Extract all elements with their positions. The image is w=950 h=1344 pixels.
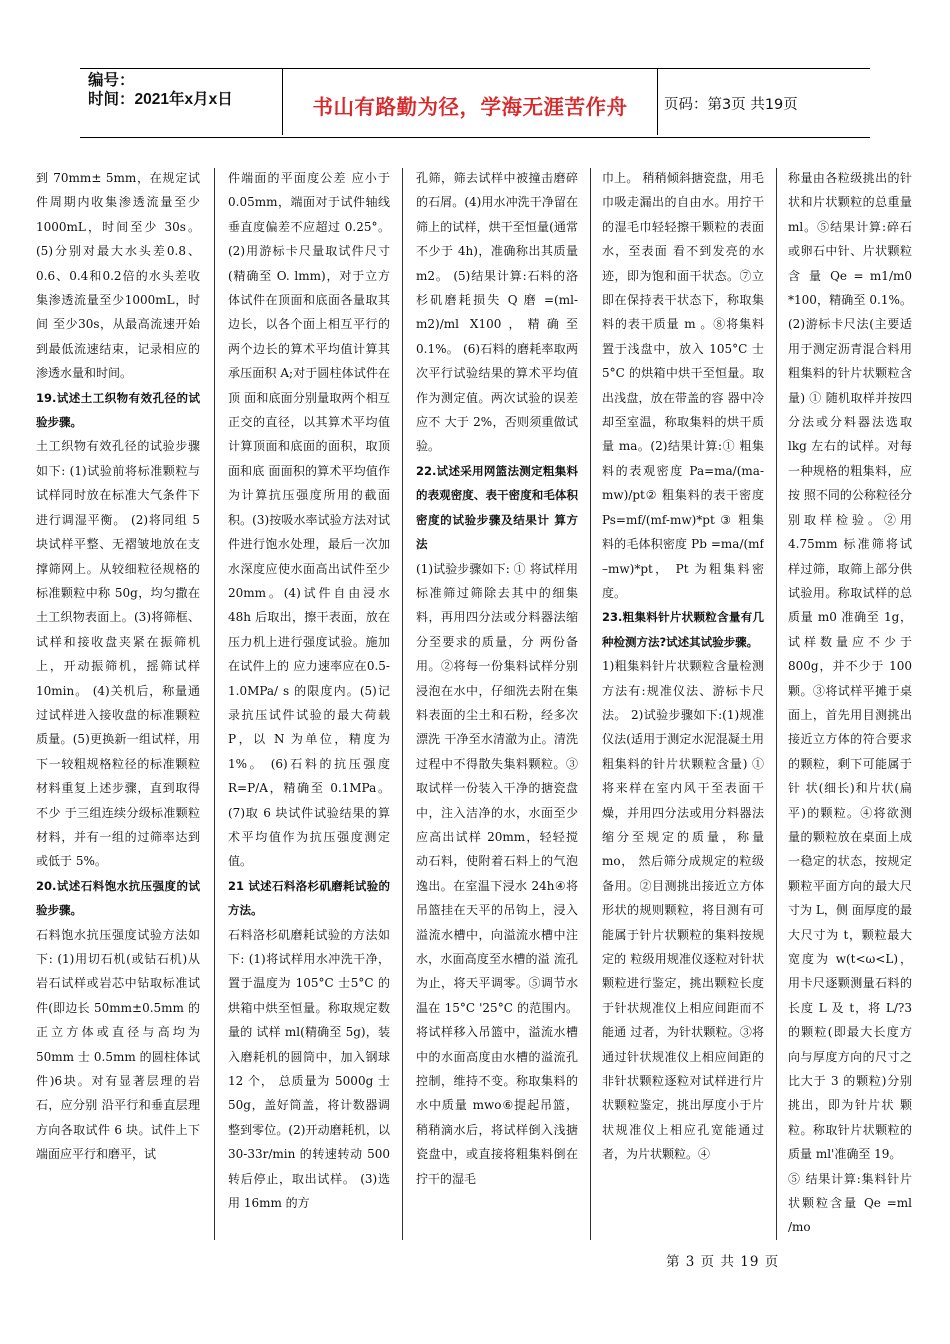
section-heading: 20.试述石料饱水抗压强度的试验步骤。 (36, 878, 200, 918)
time-label: 时间：2021年x月x日 (88, 91, 233, 108)
column-3 (416, 166, 578, 1242)
section-heading: 21 试述石料洛杉矶磨耗试验的方法。 (228, 878, 390, 918)
section-heading: 23.粗集料针片状颗粒含量有几种检测方法?试述其试验步骤。 (602, 610, 764, 649)
paragraph: 称量由各粒级挑出的针状和片状颗粒的总重量 ml。⑤结果计算:碎石或卵石中针、片状颗粒含 量 Qe = m1/m0 *100，精确至 0.1%。 (2)游标卡尺法(主要适用于测定沥青混合料用粗集料的针片状颗粒含量) ① 随机取样并按四分法或分料器法选取 lkg 左右的试样。对每一种规格的粗集料，应按 照不同的公称粒径分别取样检验。②用 4.75mm 标准筛将试样过筛，取筛上部分供试验用。称取试样的总质量 m0 准确至 1g，试样数量应不少于 800g，并不少于 100 颗。③将试样平摊于桌面上，首先用目测挑出接近立方体的符合要求的颗粒，剩下可能属于针 状(细长)和片状(扁平)的颗粒。④将欲测量的颗粒放在桌面上成一稳定的状态，按规定颗粒平面方向的最大尺寸为 L，侧 面厚度的最大尺寸为 t，颗粒最大宽度为 w(t<ω<L)，用卡尺逐颗测量石料的长度 L 及 t，将 L/?3 的颗粒(即最大长度方向与厚度方向的尺寸之比大于 3 的颗粒)分别挑出，即为针片状 颗粒。称取针片状颗粒的质量 ml'准确至 19。 (788, 171, 912, 1162)
column-2 (228, 166, 390, 1242)
paragraph: 到 70mm± 5mm，在规定试件周期内收集渗透流量至少1000mL，时间至少 30s。(5)分别对最大水头差0.8、0.6、0.4和0.2倍的水头差收集渗透流量至少1000mL，时间 至少30s，从最高流速开始到最低流速结束，记录相应的渗透水量和时间。 (36, 171, 200, 381)
motto-box (282, 69, 658, 135)
paragraph: 土工织物有效孔径的试验步骤如下: (1)试验前将标准颗粒与试样同时放在标准大气条件下进行调湿平衡。 (2)将同组 5 块试样平整、无褶皱地放在支撑筛网上。从较细粒径规格的标准颗粒中称 50g，均匀撒在土工织物表面上。(3)将筛框、试样和接收盘夹紧在振筛机上，开动振筛机，摇筛试样 10min。 (4)关机后，称量通过试样进入接收盘的标准颗粒质量。(5)更换新一组试样，用下一较粗规格粒径的标准颗粒材料重复上述步骤，直到取得不少 于三组连续分级标准颗粒材料，并有一组的过筛率达到或低于 5%。 (36, 439, 200, 869)
paragraph: ⑤ 结果计算:集料针片状颗粒含量 Qe =ml /mo (788, 1171, 912, 1235)
motto-text: 书山有路勤为径，学海无涯苦作舟 (312, 95, 628, 119)
column-divider (776, 168, 777, 1240)
section-heading: 22.试述采用网篮法测定粗集料的表观密度、表干密度和毛体积密度的试验步骤及结果计 算方法 (416, 463, 578, 552)
text-columns (36, 166, 916, 1242)
code-label: 编号： (88, 72, 135, 89)
page-number-label: 页码：第3页 共19页 (664, 97, 798, 113)
paragraph: 1)粗集料针片状颗粒含量检测方法有:规准仪法、游标卡尺法。 2)试验步骤如下:(1)规准仪法(适用于测定水泥混凝土用粗集料的针片状颗粒含量) ① 将来样在室内风干至表面干燥，并用四分法或用分料器法缩分至规定的质量，称量 mo， 然后筛分成规定的粒级备用。②目测挑出接近立方体形状的规则颗粒，将目测有可能属于针片状颗粒的集料按规定的 粒级用规准仪逐粒对针状颗粒进行鉴定，挑出颗粒长度于针状规准仪上相应间距而不能通 过者，为针状颗粒。③将通过针状规准仪上相应间距的非针状颗粒逐粒对试样进行片状颗粒鉴定，挑出厚度小于片状规准仪上相应孔宽能通过者，为片状颗粒。④ (602, 659, 764, 1162)
column-divider (590, 168, 591, 1240)
column-divider (402, 168, 403, 1240)
column-5 (788, 166, 912, 1242)
paragraph: (1)试验步骤如下: ① 将试样用标准筛过筛除去其中的细集料，再用四分法或分料器法缩分至要求的质量，分 两份备用。②将每一份集料试样分别浸泡在水中，仔细洗去附在集料表面的尘土和石粉，经多次漂洗 干净至水清澈为止。清洗过程中不得散失集料颗粒。③取试样一份装入干净的搪瓷盘中，注入洁净的水，水面至少应高出试样 20mm，轻轻搅 动石料，使附着石料上的气泡逸出。在室温下浸水 24h④将吊篮挂在天平的吊钩上，浸入溢流水槽中，向溢流水槽中注水，水面高度至水槽的溢 流孔为止，将天平调零。⑤调节水温在 15°C '25°C 的范围内。将试样移入吊篮中，溢流水槽中的水面高度由水槽的溢流孔控制，维持不变。称取集料的水中质量 mwo⑥提起吊篮，稍稍滴水后，将试样倒入浅搪瓷盘中，或直接将粗集料倒在拧干的湿毛 (416, 561, 578, 1186)
column-divider (214, 168, 215, 1240)
paragraph: 件端面的平面度公差 应小于 0.05mm，端面对于试件轴线垂直度偏差不应超过 0.25°。 (2)用游标卡尺量取试件尺寸(精确至 O. lmm)，对于立方体试件在顶面和底面各量取其 边长，以各个面上相互平行的两个边长的算术平均值计算其承压面积 A;对于圆柱体试件在顶 面和底面分别量取两个相互正交的直径，以其算术平均值计算顶面和底面的面积，取顶面和底 面面积的算术平均值作为计算抗压强度所用的截面积。(3)按吸水率试验方法对试件进行饱水处理，最后一次加水深度应使水面高出试件至少20mm。(4)试件自由浸水 48h 后取出，擦干表面，放在压力机上进行强度试验。施加在试件上的 应力速率应在0.5-1.0MPa/ s 的限度内。(5)记录抗压试件试验的最大荷载 P，以 N 为单位，精度为 1%。 (6)石料的抗压强度 R=P/A，精确至 0.1MPa。(7)取 6 块试件试验结果的算术平均值作为抗压强度测定值。 (228, 171, 390, 869)
section-heading: 19.试述土工织物有效孔径的试验步骤。 (36, 390, 200, 430)
column-1 (36, 166, 200, 1242)
paragraph: 巾上。 稍稍倾斜搪瓷盘，用毛巾吸走漏出的自由水。用拧干的湿毛巾轻轻擦干颗粒的表面水，至表面 看不到发亮的水迹，即为饱和面干状态。⑦立即在保持表干状态下，称取集料的表干质量 m 。⑧将集料置于浅盘中，放入 105°C 士 5°C 的烘箱中烘干至恒量。取出浅盘，放在带盖的容 器中冷却至室温，称取集料的烘干质量 ma。(2)结果计算:① 粗集料的表观密度 Pa=ma/(ma-mw)/pt② 粗集料的表干密度 Ps=mf/(mf-mw)*pt ③ 粗集料的毛体积密度 Pb =ma/(mf –mw)*pt， Pt 为粗集料密度。 (602, 171, 764, 600)
page-footer: 第 3 页 共 19 页 (666, 1254, 780, 1270)
paragraph: 孔筛，筛去试样中被撞击磨碎的石屑。(4)用水冲洗干净留在筛上的试样，烘干至恒量(通常不少于 4h)，准确称出其质量 m2。 (5)结果计算:石料的洛杉矶磨耗损失 Q 磨 =(ml-m2)/ml X100，精确至 0.1%。 (6)石料的磨耗率取两次平行试验结果的算术平均值作为测定值。两次试验的误差应不 大于 2%，否则须重做试验。 (416, 171, 578, 454)
page-header (80, 68, 870, 138)
column-4 (602, 166, 764, 1242)
header-meta (88, 71, 278, 109)
paragraph: 石料洛杉矶磨耗试验的方法如下: (1)将试样用水冲洗干净， 置于温度为 105°C 士5°C 的烘箱中烘至恒量。称取规定数量的 试样 ml(精确至 5g)，装入磨耗机的圆筒中，加入钢球 12 个， 总质量为 5000g 士 50g，盖好筒盖，将计数器调整到零位。(2)开动磨耗机，以 30-33r/min 的转速转动 500 转后停止，取出试样。 (3)选用 16mm 的方 (228, 927, 390, 1211)
paragraph: 石料饱水抗压强度试验方法如下: (1)用切石机(或钻石机)从岩石试样或岩芯中钻取标准试件(即边长 50mm±0.5mm 的 正立方体或直径与高均为 50mm 士 0.5mm 的圆柱体试件)6块。对有显著层理的岩石，应分别 沿平行和垂直层理方向各取试件 6 块。试件上下端面应平行和磨平，试 (36, 927, 200, 1162)
